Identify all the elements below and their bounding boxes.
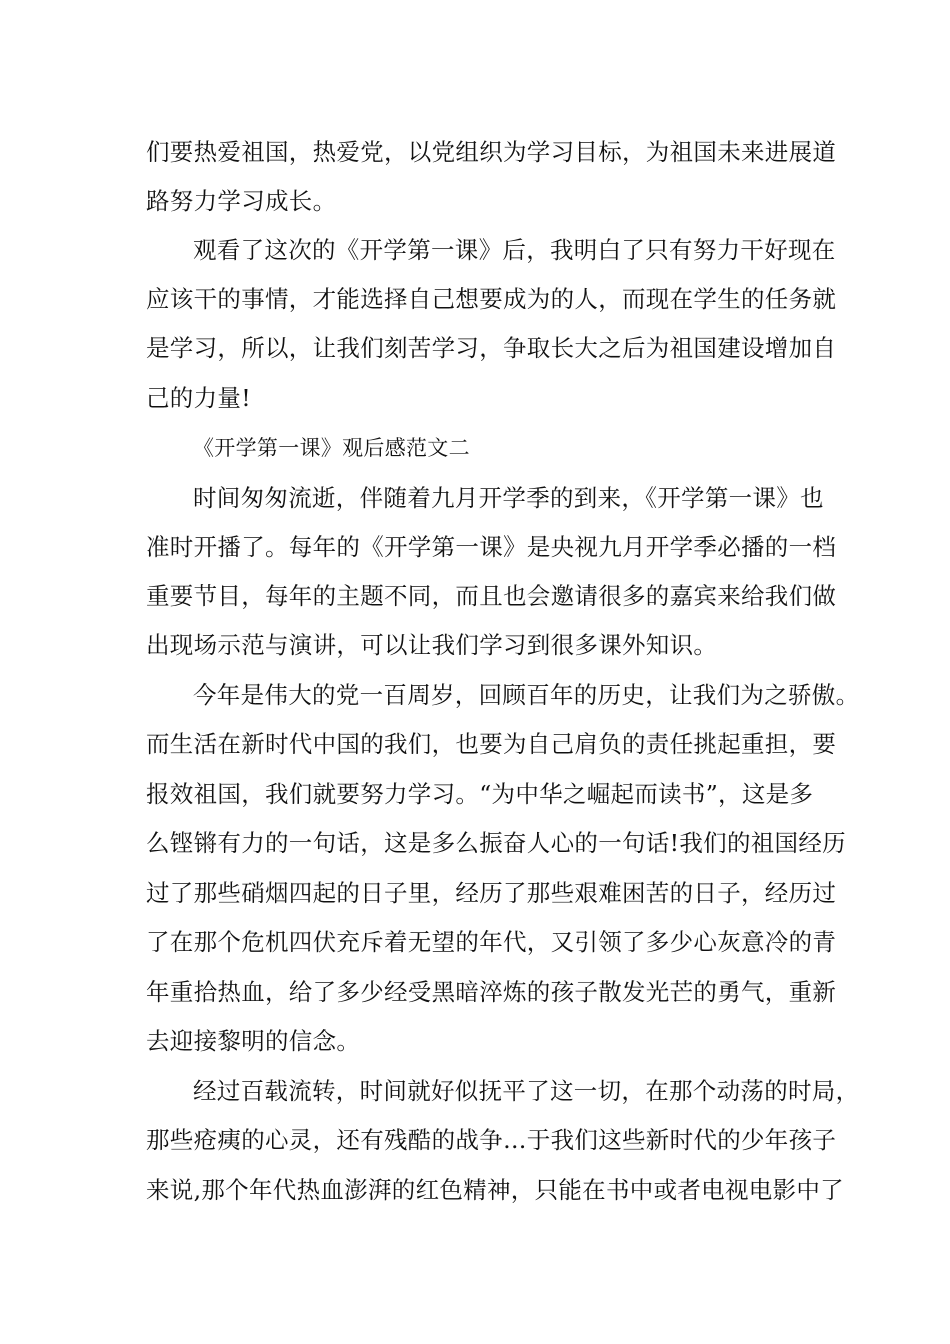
text-line: 是学习，所以，让我们刻苦学习，争取长大之后为祖国建设增加自	[146, 334, 837, 362]
text-line: 今年是伟大的党一百周岁，回顾百年的历史，让我们为之骄傲。	[193, 681, 860, 709]
text-line: 己的力量!	[146, 384, 251, 412]
text-line: 观看了这次的《开学第一课》后，我明白了只有努力干好现在	[193, 236, 836, 264]
text-line: 应该干的事情，才能选择自己想要成为的人，而现在学生的任务就	[146, 285, 837, 313]
text-line: 报效祖国，我们就要努力学习。“为中华之崛起而读书”，这是多	[146, 780, 814, 808]
text-line: 年重拾热血，给了多少经受黑暗淬炼的孩子散发光芒的勇气，重新	[146, 978, 837, 1006]
text-line: 来说,那个年代热血澎湃的红色精神，只能在书中或者电视电影中了	[146, 1176, 844, 1204]
text-line: 们要热爱祖国，热爱党，以党组织为学习目标，为祖国未来进展道	[146, 138, 837, 166]
section-heading: 《开学第一课》观后感范文二	[193, 436, 470, 460]
text-line: 出现场示范与演讲，可以让我们学习到很多课外知识。	[146, 631, 718, 659]
text-line: 了在那个危机四伏充斥着无望的年代，又引领了多少心灰意冷的青	[146, 928, 837, 956]
text-line: 去迎接黎明的信念。	[146, 1027, 361, 1055]
text-line: 时间匆匆流逝，伴随着九月开学季的到来，《开学第一课》也	[193, 484, 824, 512]
text-line: 重要节目，每年的主题不同，而且也会邀请很多的嘉宾来给我们做	[146, 582, 837, 610]
text-line: 么铿锵有力的一句话，这是多么振奋人心的一句话!我们的祖国经历	[146, 829, 846, 857]
text-line: 而生活在新时代中国的我们，也要为自己肩负的责任挑起重担，要	[146, 730, 837, 758]
text-line: 路努力学习成长。	[146, 187, 337, 215]
text-line: 过了那些硝烟四起的日子里，经历了那些艰难困苦的日子，经历过	[146, 879, 837, 907]
text-line: 准时开播了。每年的《开学第一课》是央视九月开学季必播的一档	[146, 533, 837, 561]
text-line: 那些疮痍的心灵，还有残酷的战争…于我们这些新时代的少年孩子	[146, 1126, 837, 1154]
text-line: 经过百载流转，时间就好似抚平了这一切，在那个动荡的时局，	[193, 1077, 860, 1105]
